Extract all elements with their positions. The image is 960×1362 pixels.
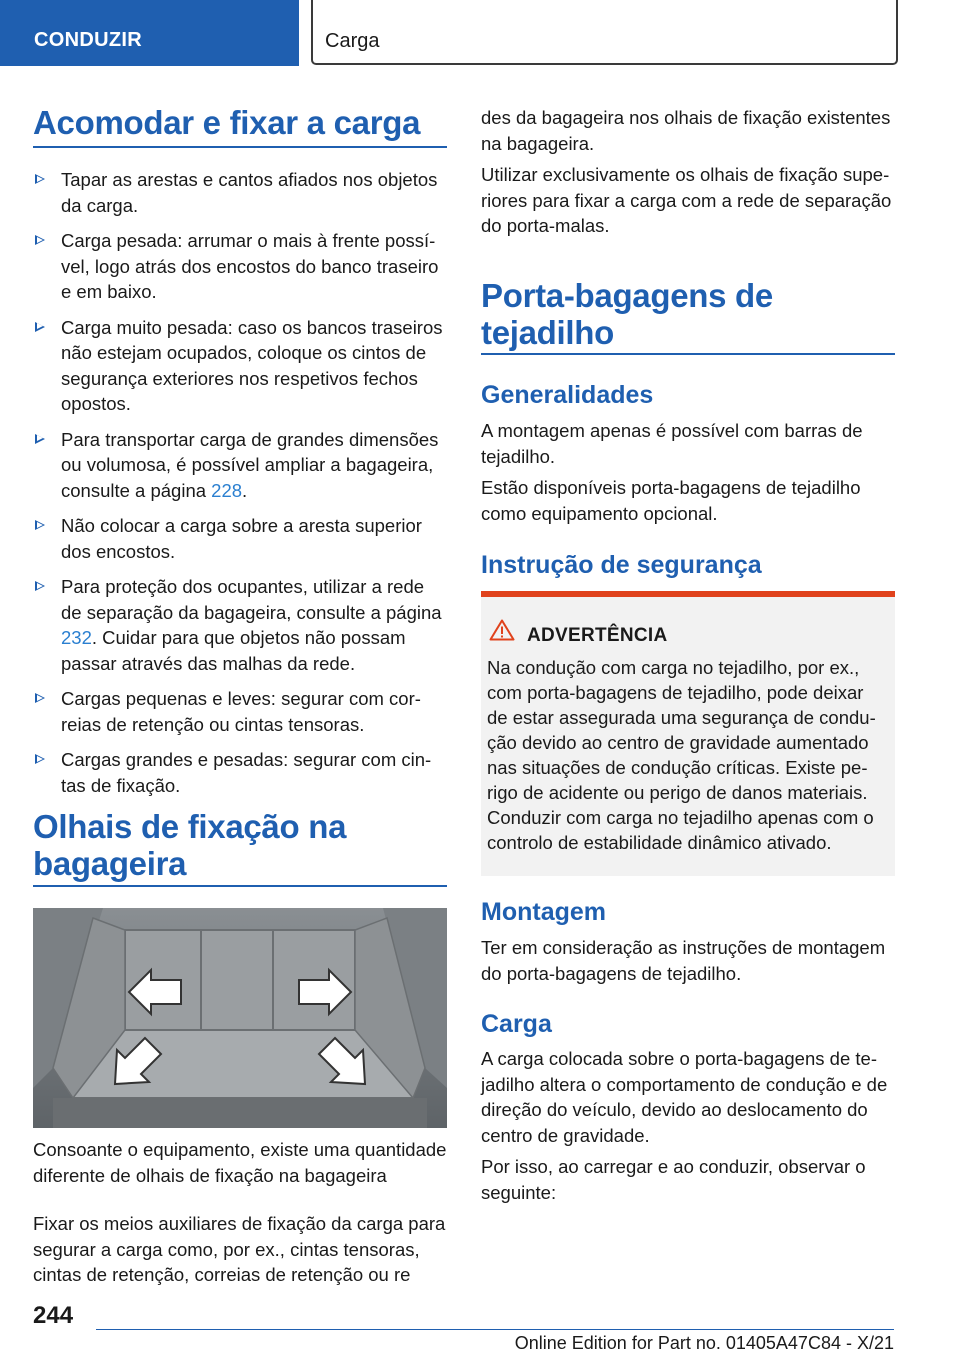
mount-text: Ter em consideração as instruções de montagem do porta-bagagens de tejadilho.: [481, 937, 886, 984]
bullet-text: Cargas grandes e pesadas: segurar com cintas de fixação.: [61, 749, 432, 796]
heading-rule: [481, 353, 895, 355]
paragraph-fixar: Fixar os meios auxiliares de fixação da carga para segurar a carga como, por ex., cintas tensoras, cintas de retenção, correias de retenção ou re: [33, 1213, 446, 1285]
warning-title: ADVERTÊNCIA: [527, 625, 668, 646]
bullet-item: [33, 747, 447, 798]
cargo-area-photo: [33, 908, 447, 1128]
bullet-text-after: . Cuidar para que objetos não possam passar através das malhas da rede.: [61, 627, 406, 674]
warning-triangle-icon: [489, 619, 515, 646]
bullet-item: [33, 315, 447, 417]
bullet-triangle-icon: [35, 693, 45, 703]
warning-text: Na condução com carga no tejadilho, por ex., com porta-bagagens de tejadilho, pode deixar de estar assegurada uma segurança de condução devido ao centro de gravidade aumentado nas situações de condução críticas. Existe perigo de acidente ou perigo de danos materiais. Conduzir com carga no tejadilho apenas com o controlo de estabilidade dinâmico ativado.: [487, 657, 876, 853]
bullet-text: Carga muito pesada: caso os bancos traseiros não estejam ocupados, coloque os cintos de segurança exteriores nos respetivos fechos opostos.: [61, 316, 443, 414]
bullet-item: [33, 513, 447, 564]
bullet-text: Carga pesada: arrumar o mais à frente possível, logo atrás dos encostos do banco traseiro e em baixo.: [61, 230, 439, 302]
bullet-item: [33, 167, 447, 218]
bullet-item: [33, 686, 447, 737]
bullet-triangle-icon: [35, 174, 45, 184]
bullet-text-after: .: [242, 479, 248, 501]
bullet-text: Para transportar carga de grandes dimensões ou volumosa, é possível ampliar a bagageira, consulte a página: [61, 428, 439, 501]
page-reference-link[interactable]: 228: [211, 479, 243, 501]
bullet-item: [33, 228, 447, 305]
heading-rule: [33, 146, 447, 148]
page-reference-link[interactable]: 232: [61, 627, 92, 648]
bullet-triangle-icon: [35, 322, 45, 332]
bullet-text: Para proteção dos ocupantes, utilizar a rede de separação da bagageira, consulte a página: [61, 576, 442, 623]
bullet-item: [33, 427, 447, 504]
subheading-generalidades: Generalidades: [481, 381, 654, 409]
footer-edition: Online Edition for Part no. 01405A47C84 - X/21: [514, 1333, 894, 1353]
page-number: 244: [33, 1302, 74, 1329]
load-text-1: A carga colocada sobre o porta-bagagens de tejadilho altera o comportamento de condução e de direção do veículo, devido ao deslocamento do centro de gravidade.: [481, 1048, 888, 1146]
section-label: CONDUZIR: [34, 29, 142, 51]
load-text-2: Por isso, ao carregar e ao conduzir, observar o seguinte:: [481, 1156, 866, 1203]
topic-header: [311, 0, 898, 65]
subheading-carga: Carga: [481, 1010, 552, 1038]
bullet-triangle-icon: [35, 434, 45, 444]
heading-acomodar: Acomodar e fixar a carga: [33, 104, 421, 141]
general-text-1: A montagem apenas é possível com barras de tejadilho.: [481, 420, 863, 467]
heading-roof-rack: Porta-bagagens de tejadilho: [481, 277, 773, 351]
bullet-item: [33, 574, 447, 676]
bullet-triangle-icon: [35, 581, 45, 591]
bullet-text: Cargas pequenas e leves: segurar com correias de retenção ou cintas tensoras.: [61, 688, 421, 735]
heading-rule: [33, 885, 447, 887]
bullet-text: Tapar as arestas e cantos afiados nos objetos da carga.: [61, 169, 438, 216]
photo-caption: Consoante o equipamento, existe uma quantidade diferente de olhais de fixação na bagageira: [33, 1139, 447, 1186]
topic-label: Carga: [325, 30, 380, 52]
bullet-triangle-icon: [35, 520, 45, 530]
bullet-text: Não colocar a carga sobre a aresta superior dos encostos.: [61, 515, 422, 562]
subheading-seguranca: Instrução de segurança: [481, 551, 762, 579]
paragraph-continued: des da bagageira nos olhais de fixação existentes na bagageira.: [481, 107, 891, 154]
subheading-montagem: Montagem: [481, 898, 606, 926]
footer-rule: [96, 1329, 894, 1330]
section-tab: [0, 0, 299, 66]
warning-box: [481, 591, 895, 876]
heading-olhais: Olhais de fixação na bagageira: [33, 808, 347, 882]
paragraph-upper-eyelets: Utilizar exclusivamente os olhais de fixação superiores para fixar a carga com a rede de separação do porta-malas.: [481, 164, 892, 236]
bullet-triangle-icon: [35, 235, 45, 245]
bullet-list: [33, 167, 447, 808]
bullet-triangle-icon: [35, 754, 45, 764]
general-text-2: Estão disponíveis porta-bagagens de tejadilho como equipamento opcional.: [481, 477, 861, 524]
